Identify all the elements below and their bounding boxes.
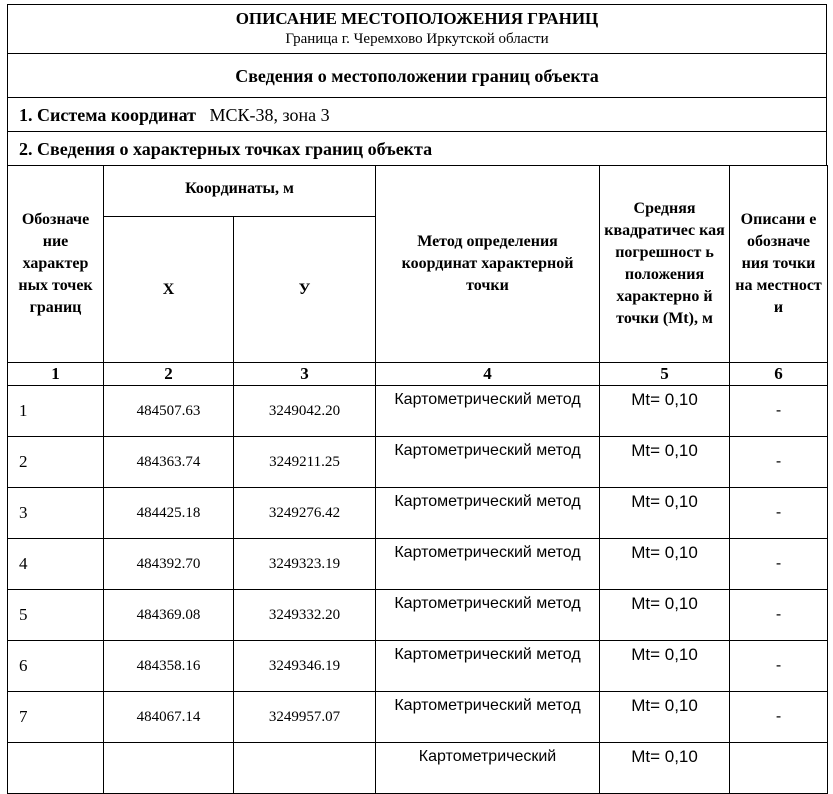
table-row xyxy=(8,539,828,590)
table-header-row xyxy=(8,166,828,217)
x-cell xyxy=(104,743,234,794)
method-cell: Картометрический метод xyxy=(376,641,600,692)
column-number: 3 xyxy=(234,363,376,386)
point-cell xyxy=(8,743,104,794)
x-cell: 484067.14 xyxy=(104,692,234,743)
mt-cell: Mt= 0,10 xyxy=(600,692,730,743)
y-cell xyxy=(234,743,376,794)
table-row xyxy=(8,437,828,488)
method-cell: Картометрический метод xyxy=(376,692,600,743)
mt-cell: Mt= 0,10 xyxy=(600,590,730,641)
y-cell: 3249332.20 xyxy=(234,590,376,641)
document-subtitle: Граница г. Черемхово Иркутской области xyxy=(285,31,549,47)
mt-cell: Mt= 0,10 xyxy=(600,641,730,692)
x-cell: 484392.70 xyxy=(104,539,234,590)
y-cell: 3249957.07 xyxy=(234,692,376,743)
x-cell: 484358.16 xyxy=(104,641,234,692)
points-section-row xyxy=(7,131,827,165)
y-cell: 3249211.25 xyxy=(234,437,376,488)
header-error: Средняя квадратичес кая погрешност ь положения характерно й точки (Mt), м xyxy=(600,166,730,363)
table-row xyxy=(8,590,828,641)
y-cell: 3249323.19 xyxy=(234,539,376,590)
table-row xyxy=(8,386,828,437)
method-cell: Картометрический метод xyxy=(376,590,600,641)
point-cell: 3 xyxy=(8,488,104,539)
point-cell: 6 xyxy=(8,641,104,692)
column-number: 6 xyxy=(730,363,828,386)
x-cell: 484425.18 xyxy=(104,488,234,539)
coord-system-value: МСК-38, зона 3 xyxy=(209,105,330,125)
method-cell: Картометрический метод xyxy=(376,437,600,488)
header-y: У xyxy=(234,217,376,363)
method-cell: Картометрический метод xyxy=(376,386,600,437)
header-point: Обозначе ние характер ных точек границ xyxy=(8,166,104,363)
table-row xyxy=(8,692,828,743)
description-cell: - xyxy=(730,539,828,590)
y-cell: 3249346.19 xyxy=(234,641,376,692)
column-number: 5 xyxy=(600,363,730,386)
description-cell: - xyxy=(730,692,828,743)
point-cell: 4 xyxy=(8,539,104,590)
mt-cell: Mt= 0,10 xyxy=(600,437,730,488)
description-cell xyxy=(730,743,828,794)
x-cell: 484507.63 xyxy=(104,386,234,437)
header-coords: Координаты, м xyxy=(104,166,376,217)
y-cell: 3249042.20 xyxy=(234,386,376,437)
table-row xyxy=(8,488,828,539)
header-method: Метод определения координат характерной точки xyxy=(376,166,600,363)
header-x: X xyxy=(104,217,234,363)
document-header xyxy=(7,4,827,53)
table-row xyxy=(8,743,828,794)
mt-cell: Mt= 0,10 xyxy=(600,386,730,437)
x-cell: 484369.08 xyxy=(104,590,234,641)
point-cell: 7 xyxy=(8,692,104,743)
table-row xyxy=(8,641,828,692)
x-cell: 484363.74 xyxy=(104,437,234,488)
mt-cell: Mt= 0,10 xyxy=(600,488,730,539)
section-heading: Сведения о местоположении границ объекта xyxy=(7,53,827,97)
point-cell: 5 xyxy=(8,590,104,641)
point-cell: 1 xyxy=(8,386,104,437)
method-cell: Картометрический метод xyxy=(376,539,600,590)
mt-cell: Mt= 0,10 xyxy=(600,539,730,590)
point-cell: 2 xyxy=(8,437,104,488)
method-cell: Картометрический метод xyxy=(376,488,600,539)
column-number: 4 xyxy=(376,363,600,386)
header-description: Описани е обозначе ния точки на местност и xyxy=(730,166,828,363)
mt-cell: Mt= 0,10 xyxy=(600,743,730,794)
method-cell: Картометрический xyxy=(376,743,600,794)
column-number: 2 xyxy=(104,363,234,386)
description-cell: - xyxy=(730,641,828,692)
description-cell: - xyxy=(730,488,828,539)
document-title: ОПИСАНИЕ МЕСТОПОЛОЖЕНИЯ ГРАНИЦ xyxy=(235,9,599,28)
description-cell: - xyxy=(730,590,828,641)
column-number: 1 xyxy=(8,363,104,386)
table-body xyxy=(8,386,828,794)
column-number-row xyxy=(8,363,828,386)
coord-system-row xyxy=(7,97,827,131)
points-table xyxy=(7,165,828,794)
description-cell: - xyxy=(730,386,828,437)
y-cell: 3249276.42 xyxy=(234,488,376,539)
description-cell: - xyxy=(730,437,828,488)
points-section-label: 2. Сведения о характерных точках границ объекта xyxy=(19,139,433,159)
coord-system-label: 1. Система координат xyxy=(19,105,196,125)
document-page xyxy=(7,4,833,794)
